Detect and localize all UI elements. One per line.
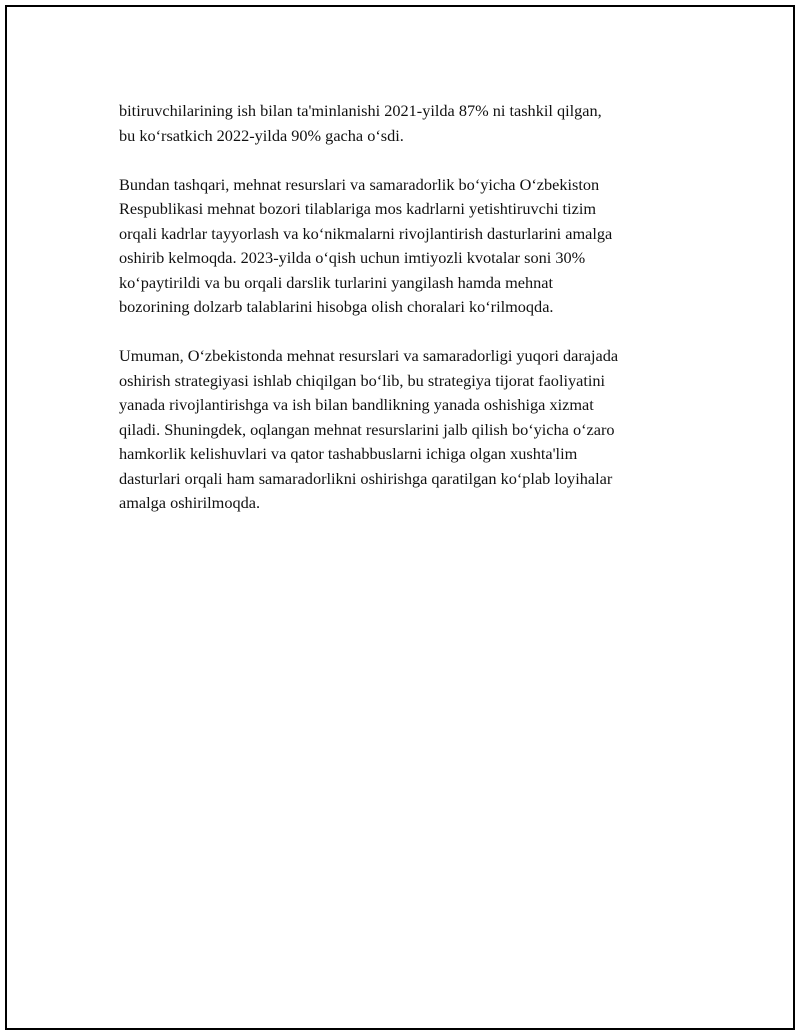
text-line: ko‘paytirildi va bu orqali darslik turlarini yangilash hamda mehnat — [119, 272, 554, 292]
text-line: Umuman, O‘zbekistonda mehnat resurslari va samaradorligi yuqori darajada — [119, 346, 619, 365]
paragraph-2 — [119, 173, 709, 320]
text-line: dasturlari orqali ham samaradorlikni oshirishga qaratilgan ko‘plab loyihalar — [119, 468, 613, 488]
text-line: oshirib kelmoqda. 2023-yilda o‘qish uchun imtiyozli kvotalar soni 30% — [119, 248, 586, 267]
text-line: Bundan tashqari, mehnat resurslari va samaradorlik bo‘yicha O‘zbekiston — [119, 174, 600, 194]
text-line: qiladi. Shuningdek, oqlangan mehnat resurslarini jalb qilish bo‘yicha o‘zaro — [119, 419, 615, 439]
document-body — [119, 99, 709, 540]
paragraph-3 — [119, 344, 709, 516]
text-line: bozorining dolzarb talablarini hisobga olish choralari ko‘rilmoqda. — [119, 297, 554, 316]
page-frame — [5, 5, 795, 1030]
text-line: bitiruvchilarining ish bilan ta'minlanishi 2021-yilda 87% ni tashkil qilgan, — [119, 101, 602, 120]
paragraph-1 — [119, 99, 709, 148]
text-line: amalga oshirilmoqda. — [119, 493, 261, 512]
text-line: yanada rivojlantirishga va ish bilan bandlikning yanada oshishiga xizmat — [119, 395, 594, 414]
text-line: orqali kadrlar tayyorlash va ko‘nikmalarni rivojlantirish dasturlarini amalga — [119, 223, 613, 243]
text-line: oshirish strategiyasi ishlab chiqilgan bo‘lib, bu strategiya tijorat faoliyatini — [119, 370, 606, 390]
text-line: bu ko‘rsatkich 2022-yilda 90% gacha o‘sdi. — [119, 125, 404, 145]
text-line: Respublikasi mehnat bozori tilablariga mos kadrlarni yetishtiruvchi tizim — [119, 199, 597, 218]
text-line: hamkorlik kelishuvlari va qator tashabbuslarni ichiga olgan xushta'lim — [119, 444, 578, 463]
